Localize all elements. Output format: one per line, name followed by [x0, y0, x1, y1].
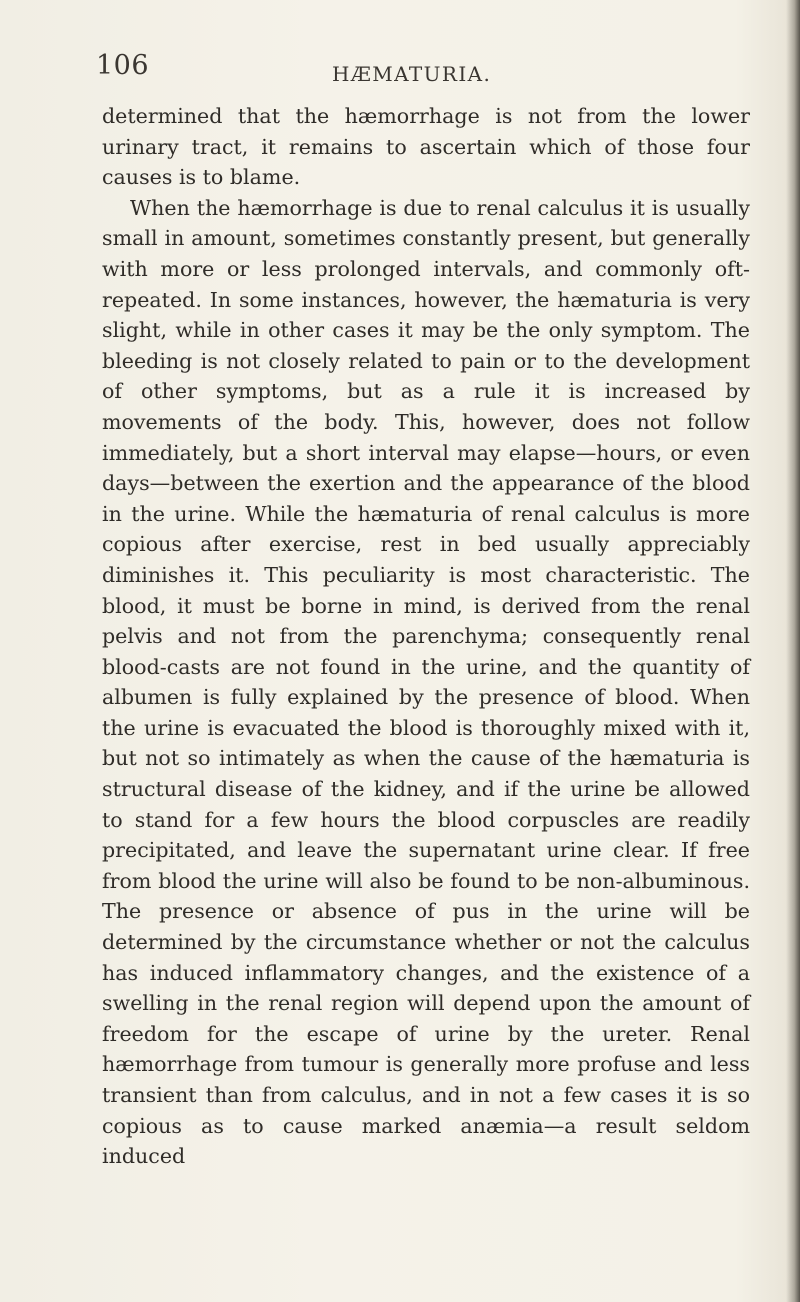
page-number: 106	[96, 50, 150, 81]
running-head: HÆMATURIA.	[332, 62, 492, 86]
paragraph-renal-calculus: When the hæmorrhage is due to renal calculus it is usually small in amount, sometimes constantly present, but generally with more or less prolonged intervals, and commonly oft-repeated. In some instances, however, the hæmaturia is very slight, while in other cases it may be the only symptom. The bleeding is not closely related to pain or to the development of other symptoms, but as a rule it is increased by movements of the body. This, however, does not follow immediately, but a short interval may elapse—hours, or even days—between the exertion and the appearance of the blood in the urine. While the hæmaturia of renal calculus is more copious after exercise, rest in bed usually appreciably diminishes it. This peculiarity is most characteristic. The blood, it must be borne in mind, is derived from the renal pelvis and not from the parenchyma; consequently renal blood-casts are not found in the urine, and the quantity of albumen is fully explained by the presence of blood. When the urine is evacuated the blood is thoroughly mixed with it, but not so intimately as when the cause of the hæmaturia is structural disease of the kidney, and if the urine be allowed to stand for a few hours the blood corpuscles are readily precipitated, and leave the supernatant urine clear. If free from blood the urine will also be found to be non-albuminous. The presence or absence of pus in the urine will be determined by the circumstance whether or not the calculus has induced inflammatory changes, and the existence of a swelling in the renal region will depend upon the amount of freedom for the escape of urine by the ureter. Renal hæmorrhage from tumour is generally more profuse and less transient than from calculus, and in not a few cases it is so copious as to cause marked anæmia—a result seldom induced	[102, 195, 750, 1169]
body-text	[102, 101, 750, 1172]
paragraph-continued: determined that the hæmorrhage is not from the lower urinary tract, it remains to ascertain which of those four causes is to blame.	[102, 104, 750, 190]
page-spine-shadow	[786, 0, 800, 1302]
